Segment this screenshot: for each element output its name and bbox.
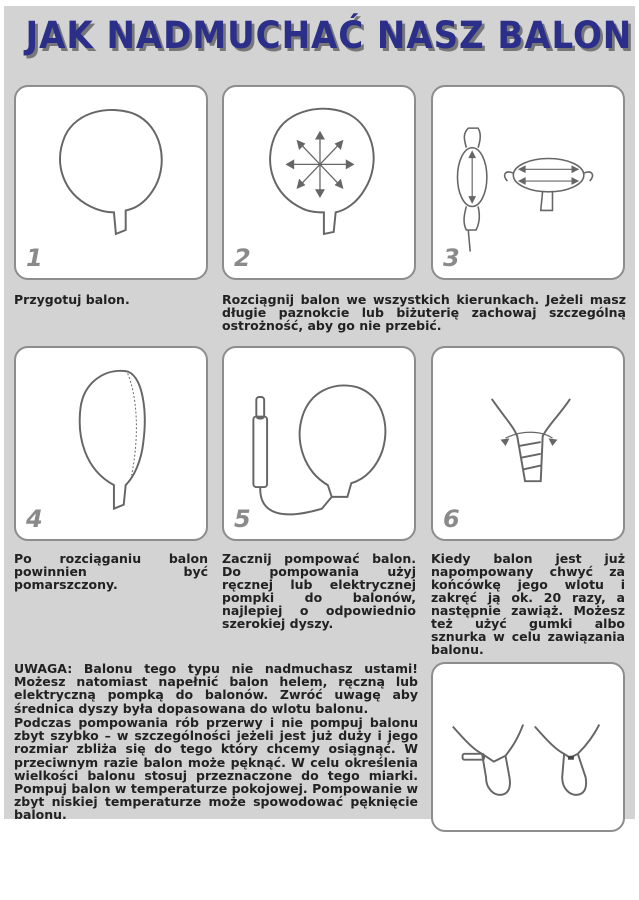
- tied-balloon-panel: [431, 662, 625, 832]
- stretch-balloon-illustration: [224, 87, 414, 278]
- step-number: 1: [26, 244, 43, 272]
- hands-stretch-illustration: [433, 87, 623, 278]
- step-number: 4: [26, 505, 43, 533]
- step-caption-2: Rozciągnij balon we wszystkich kierunkach. Jeżeli masz długie paznokcie lub biżuterię zachowaj szczególną ostrożność, aby go nie przebić.: [222, 292, 626, 333]
- step-caption-6: Kiedy balon jest już napompowany chwyć za końcówkę jego wlotu i zakręć ją ok. 20 razy, a następnie zawiąż. Możesz też użyć gumki albo sznurka w celu zawiązania balonu.: [431, 551, 625, 657]
- wrinkled-balloon-illustration: [16, 348, 206, 539]
- warning-note: [14, 662, 418, 715]
- step-panel-1: [14, 85, 208, 280]
- step-panel-4: [14, 346, 208, 541]
- step-number: 6: [443, 505, 460, 533]
- step-caption-5: Zacznij pompować balon. Do pompowania użyj ręcznej lub elektrycznej pompki do balonów, najlepiej o odpowiednio szerokiej dyszy.: [222, 551, 416, 631]
- twist-neck-illustration: [433, 348, 623, 539]
- warning-label: UWAGA:: [14, 661, 73, 676]
- step-panel-2: [222, 85, 416, 280]
- step-caption-1: Przygotuj balon.: [14, 292, 130, 307]
- warning-text: Balonu tego typu nie nadmuchasz ustami! Możesz natomiast napełnić balon helem, ręczną lub elektryczną pompką do balonów. Zwróć uwagę aby średnica dyszy była dopasowana do wlotu balonu.: [14, 661, 418, 716]
- step-number: 2: [234, 244, 251, 272]
- page-title: JAK NADMUCHAĆ NASZ BALON: [25, 14, 633, 57]
- tied-balloon-illustration: [433, 664, 623, 830]
- step-number: 5: [234, 505, 251, 533]
- step-panel-5: [222, 346, 416, 541]
- step-number: 3: [443, 244, 460, 272]
- step-caption-4: Po rozciąganiu balon powinnien być pomarszczony.: [14, 551, 208, 592]
- balloon-illustration: [16, 87, 206, 278]
- step-panel-3: [431, 85, 625, 280]
- pumping-tips: Podczas pompowania rób przerwy i nie pompuj balonu zbyt szybko – w szczególności jeżeli jest już duży i jego rozmiar zbliża się do tego który chcemy osiągnąć. W przeciwnym razie balon może pęknąć. W celu określenia wielkości balonu stosuj przeznaczone do tego miarki. Pompuj balon w temperaturze pokojowej. Pompowanie w zbyt niskiej temperaturze może spowodować pęknięcie balonu.: [14, 715, 418, 823]
- pump-balloon-illustration: [224, 348, 414, 539]
- step-panel-6: [431, 346, 625, 541]
